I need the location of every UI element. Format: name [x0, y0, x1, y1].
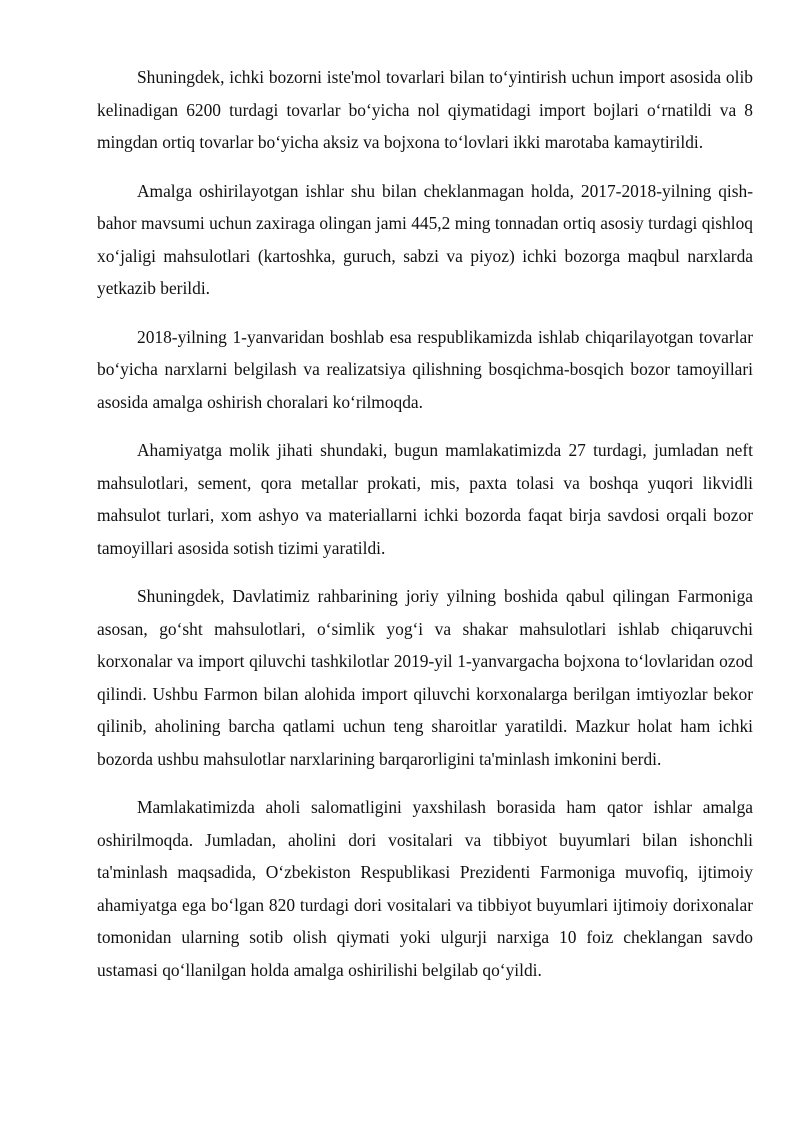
paragraph-market-pricing: 2018-yilning 1-yanvaridan boshlab esa respublikamizda ishlab chiqarilayotgan tovarlar bo‘yicha narxlarni belgilash va realizatsiya qilishning bosqichma-bosqich bozor tamoyillari asosida amalga oshirish choralari ko‘rilmoqda. — [97, 326, 753, 412]
paragraph-public-health: Mamlakatimizda aholi salomatligini yaxshilash borasida ham qator ishlar amalga oshirilmoqda. Jumladan, aholini dori vositalari va tibbiyot buyumlari bilan ishonchli ta'minlash maqsadida, O‘zbekiston Respublikasi Prezidenti Farmoniga muvofiq, ijtimoiy ahamiyatga ega bo‘lgan 820 turdagi dori vositalari va tibbiyot buyumlari ijtimoiy dorixonalar tomonidan ularning sotib olish qiymati yoki ulgurji narxiga 10 foiz cheklangan savdo ustamasi qo‘llanilgan holda amalga oshirilishi belgilab qo‘yildi. — [97, 797, 753, 980]
paragraph-import-duties: Shuningdek, ichki bozorni iste'mol tovarlari bilan to‘yintirish uchun import asosida olib kelinadigan 6200 turdagi tovarlar bo‘yicha nol qiymatidagi import bojlari o‘rnatildi va 8 mingdan ortiq tovarlar bo‘yicha aksiz va bojxona to‘lovlari ikki marotaba kamaytirildi. — [97, 67, 753, 152]
paragraph-agricultural-reserves: Amalga oshirilayotgan ishlar shu bilan cheklanmagan holda, 2017-2018-yilning qish-bahor mavsumi uchun zaxiraga olingan jami 445,2 ming tonnadan ortiq asosiy turdagi qishloq xo‘jaligi mahsulotlari (kartoshka, guruch, sabzi va piyoz) ichki bozorga maqbul narxlarda yetkazib berildi. — [97, 180, 753, 298]
document-body — [97, 61, 753, 1002]
paragraph-exchange-trading: Ahamiyatga molik jihati shundaki, bugun mamlakatimizda 27 turdagi, jumladan neft mahsulotlari, sement, qora metallar prokati, mis, paxta tolasi va boshqa yuqori likvidli mahsulot turlari, xom ashyo va materiallarni ichki bozorda faqat birja savdosi orqali bozor tamoyillari asosida sotish tizimi yaratildi. — [97, 440, 753, 558]
paragraph-decree-exemptions: Shuningdek, Davlatimiz rahbarining joriy yilning boshida qabul qilingan Farmoniga asosan, go‘sht mahsulotlari, o‘simlik yog‘i va shakar mahsulotlari ishlab chiqaruvchi korxonalar va import qiluvchi tashkilotlar 2019-yil 1-yanvargacha bojxona to‘lovlaridan ozod qilindi. Ushbu Farmon bilan alohida import qiluvchi korxonalarga berilgan imtiyozlar bekor qilinib, aholining barcha qatlami uchun teng sharoitlar yaratildi. Mazkur holat ham ichki bozorda ushbu mahsulotlar narxlarining barqarorligini ta'minlash imkonini berdi. — [97, 586, 753, 769]
